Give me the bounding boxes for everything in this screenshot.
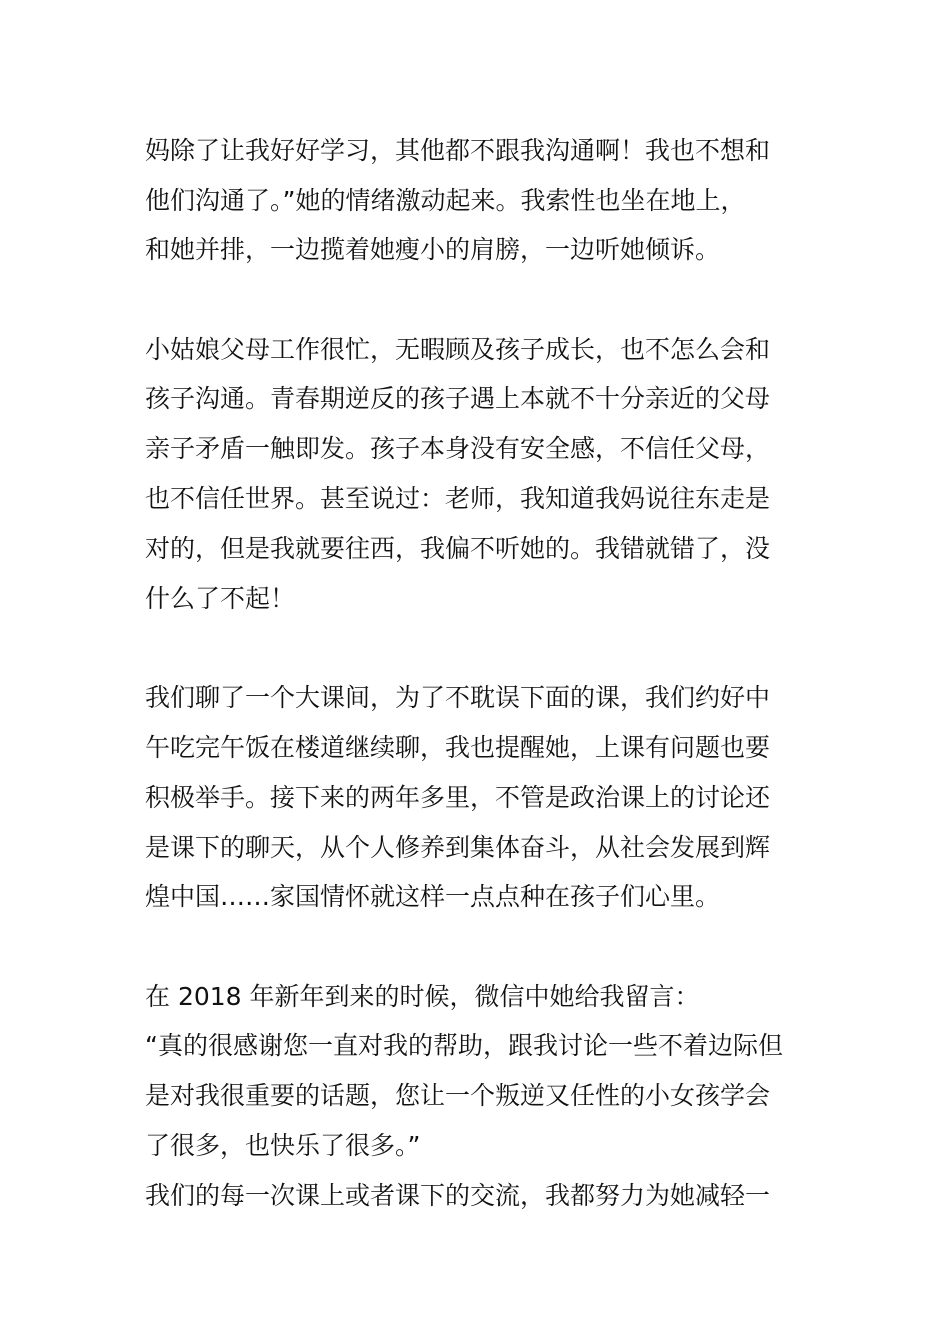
text-line: 对的，但是我就要往西，我偏不听她的。我错就错了，没: [145, 534, 771, 563]
text-line: 也不信任世界。甚至说过：老师，我知道我妈说往东走是: [145, 484, 771, 513]
text-line: 煌中国……家国情怀就这样一点点种在孩子们心里。: [145, 882, 721, 911]
text-line: 在 2018 年新年到来的时候，微信中她给我留言：: [145, 982, 700, 1011]
text-line: 什么了不起！: [145, 584, 296, 613]
text-line: 了很多，也快乐了很多。”: [145, 1131, 421, 1160]
text-line: 小姑娘父母工作很忙，无暇顾及孩子成长，也不怎么会和: [145, 335, 771, 364]
text-line: 孩子沟通。青春期逆反的孩子遇上本就不十分亲近的父母: [145, 384, 771, 413]
text-line: 我们聊了一个大课间，为了不耽误下面的课，我们约好中: [145, 683, 771, 712]
text-line: 积极举手。接下来的两年多里，不管是政治课上的讨论还: [145, 783, 771, 812]
text-line: 午吃完午饭在楼道继续聊，我也提醒她，上课有问题也要: [145, 733, 771, 762]
text-line: 是对我很重要的话题，您让一个叛逆又任性的小女孩学会: [145, 1081, 771, 1110]
text-line: 妈除了让我好好学习，其他都不跟我沟通啊！我也不想和: [145, 136, 771, 165]
text-line: 是课下的聊天，从个人修养到集体奋斗，从社会发展到辉: [145, 833, 771, 862]
text-line: 亲子矛盾一触即发。孩子本身没有安全感，不信任父母，: [145, 434, 771, 463]
text-line: “真的很感谢您一直对我的帮助，跟我讨论一些不着边际但: [145, 1031, 783, 1060]
text-line: 和她并排，一边揽着她瘦小的肩膀，一边听她倾诉。: [145, 235, 721, 264]
text-line: 他们沟通了。”她的情绪激动起来。我索性也坐在地上，: [145, 186, 746, 215]
text-line: 我们的每一次课上或者课下的交流，我都努力为她减轻一: [145, 1181, 771, 1210]
